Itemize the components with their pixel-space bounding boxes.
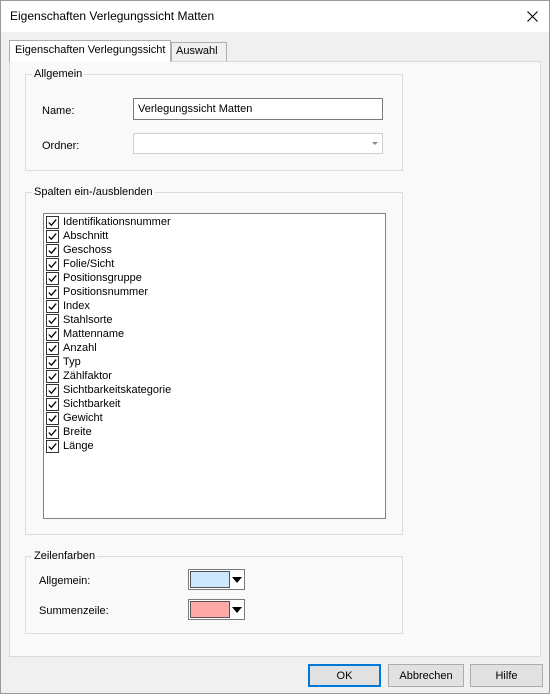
window-title: Eigenschaften Verlegungssicht Matten <box>10 9 215 23</box>
checkmark-icon <box>48 442 57 451</box>
list-item-label: Positionsnummer <box>63 286 148 298</box>
triangle-down-icon <box>232 577 242 583</box>
checkbox[interactable] <box>46 328 59 341</box>
close-button[interactable] <box>515 1 549 32</box>
list-item[interactable] <box>46 327 124 341</box>
list-item[interactable] <box>46 271 142 285</box>
name-label: Name: <box>42 105 75 117</box>
list-item[interactable] <box>46 299 90 313</box>
list-item[interactable] <box>46 313 113 327</box>
group-allgemein <box>25 68 403 171</box>
checkmark-icon <box>48 372 57 381</box>
chevron-down-icon <box>372 142 378 145</box>
color-allgemein-picker[interactable] <box>188 569 245 590</box>
list-item[interactable] <box>46 229 108 243</box>
checkbox[interactable] <box>46 300 59 313</box>
list-item-label: Zählfaktor <box>63 370 112 382</box>
group-zeilenfarben <box>25 550 403 634</box>
color-allgemein-label: Allgemein: <box>39 575 91 587</box>
list-item-label: Identifikationsnummer <box>63 216 171 228</box>
group-allgemein-legend: Allgemein <box>34 68 83 80</box>
checkbox[interactable] <box>46 356 59 369</box>
group-spalten-legend: Spalten ein-/ausblenden <box>34 186 153 198</box>
list-item[interactable] <box>46 285 148 299</box>
checkbox[interactable] <box>46 272 59 285</box>
list-item[interactable] <box>46 257 114 271</box>
cancel-button[interactable]: Abbrechen <box>388 664 464 687</box>
list-item-label: Stahlsorte <box>63 314 113 326</box>
list-item-label: Index <box>63 300 90 312</box>
list-item-label: Mattenname <box>63 328 125 340</box>
tab-strip <box>9 40 541 62</box>
group-zeilenfarben-legend: Zeilenfarben <box>34 550 96 562</box>
list-item-label: Breite <box>63 426 92 438</box>
list-item[interactable] <box>46 369 112 383</box>
ok-button[interactable]: OK <box>308 664 381 687</box>
checkbox[interactable] <box>46 286 59 299</box>
checkmark-icon <box>48 316 57 325</box>
tab-panel <box>9 61 541 657</box>
checkmark-icon <box>48 274 57 283</box>
checkbox[interactable] <box>46 314 59 327</box>
title-bar <box>1 1 549 32</box>
list-item[interactable] <box>46 355 81 369</box>
color-allgemein-dropdown[interactable] <box>230 570 244 589</box>
checkbox[interactable] <box>46 384 59 397</box>
list-item-label: Folie/Sicht <box>63 258 115 270</box>
checkmark-icon <box>48 246 57 255</box>
list-item-label: Typ <box>63 356 81 368</box>
checkmark-icon <box>48 428 57 437</box>
checkmark-icon <box>48 260 57 269</box>
checkbox[interactable] <box>46 440 59 453</box>
checkbox[interactable] <box>46 426 59 439</box>
tab-auswahl[interactable]: Auswahl <box>171 42 227 61</box>
checkmark-icon <box>48 358 57 367</box>
list-item[interactable] <box>46 411 103 425</box>
columns-listbox[interactable] <box>43 213 386 519</box>
list-item-label: Gewicht <box>63 412 103 424</box>
checkmark-icon <box>48 302 57 311</box>
list-item-label: Sichtbarkeit <box>63 398 121 410</box>
checkmark-icon <box>48 386 57 395</box>
name-input[interactable]: Verlegungssicht Matten <box>133 98 383 120</box>
color-summe-dropdown[interactable] <box>230 600 244 619</box>
checkbox[interactable] <box>46 370 59 383</box>
list-item-label: Länge <box>63 440 94 452</box>
checkbox[interactable] <box>46 230 59 243</box>
checkmark-icon <box>48 344 57 353</box>
checkbox[interactable] <box>46 398 59 411</box>
list-item[interactable] <box>46 341 97 355</box>
color-summe-picker[interactable] <box>188 599 245 620</box>
list-item[interactable] <box>46 243 112 257</box>
checkbox[interactable] <box>46 244 59 257</box>
checkmark-icon <box>48 400 57 409</box>
checkbox[interactable] <box>46 342 59 355</box>
help-button[interactable]: Hilfe <box>470 664 543 687</box>
checkmark-icon <box>48 232 57 241</box>
list-item-label: Abschnitt <box>63 230 109 242</box>
checkmark-icon <box>48 414 57 423</box>
list-item-label: Positionsgruppe <box>63 272 142 284</box>
color-summe-swatch <box>190 601 230 618</box>
checkmark-icon <box>48 330 57 339</box>
list-item[interactable] <box>46 397 120 411</box>
list-item[interactable] <box>46 215 171 229</box>
list-item-label: Geschoss <box>63 244 112 256</box>
checkbox[interactable] <box>46 258 59 271</box>
checkbox[interactable] <box>46 216 59 229</box>
list-item[interactable] <box>46 439 94 453</box>
folder-select[interactable] <box>133 133 383 154</box>
list-item[interactable] <box>46 383 171 397</box>
folder-label: Ordner: <box>42 140 80 152</box>
triangle-down-icon <box>232 607 242 613</box>
color-summe-label: Summenzeile: <box>39 605 109 617</box>
tab-eigenschaften[interactable]: Eigenschaften Verlegungssicht <box>9 40 171 62</box>
checkbox[interactable] <box>46 412 59 425</box>
list-item-label: Sichtbarkeitskategorie <box>63 384 172 396</box>
checkmark-icon <box>48 288 57 297</box>
list-item-label: Anzahl <box>63 342 97 354</box>
list-item[interactable] <box>46 425 92 439</box>
group-spalten <box>25 186 403 535</box>
close-icon <box>527 11 538 22</box>
color-allgemein-swatch <box>190 571 230 588</box>
checkmark-icon <box>48 218 57 227</box>
